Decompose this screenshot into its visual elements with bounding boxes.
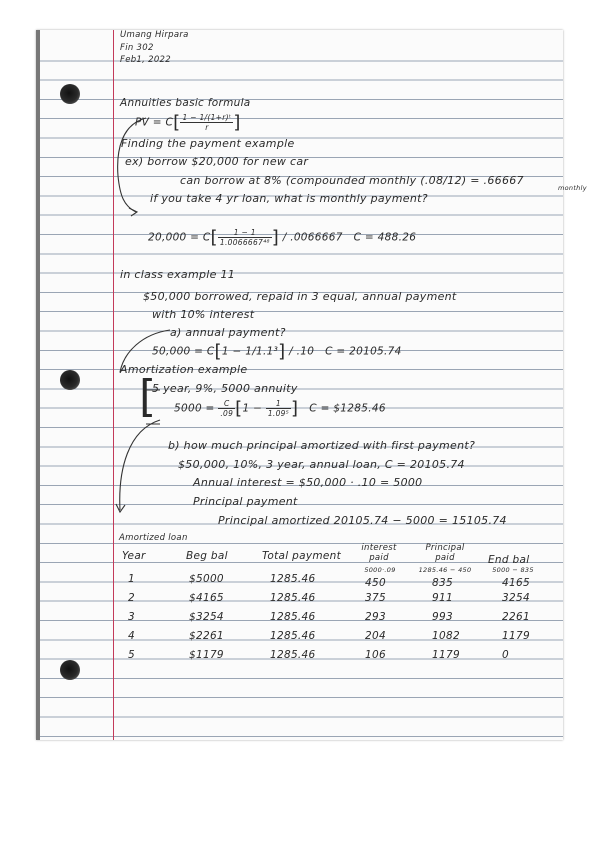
payment-eq-right: / .0066667 <box>282 231 343 244</box>
loan-cell-end-bal-row5: 0 <box>502 649 509 661</box>
course-code: Fin 302 <box>120 43 154 53</box>
loan-cell-interest-paid-row2: 375 <box>365 592 386 604</box>
class-example-heading: in class example 11 <box>120 268 236 281</box>
loan-cell-year-row5: 5 <box>128 649 135 661</box>
loan-cell-principal-paid-row5: 1179 <box>432 649 460 661</box>
binder-hole-top <box>60 84 80 104</box>
pv-numerator: 1 − 1/(1+r)ᵗ <box>182 113 232 122</box>
loan-cell-total-payment-row5: 1285.46 <box>270 649 316 661</box>
payment-eq-denominator: 1.0066667⁴⁸ <box>219 238 270 247</box>
loan-cell-principal-paid-row2: 911 <box>432 592 453 604</box>
loan-cell-year-row3: 3 <box>128 611 135 623</box>
loan-cell-total-payment-row1: 1285.46 <box>270 573 316 585</box>
class-example-line1: $50,000 borrowed, repaid in 3 equal, annual payment <box>143 290 457 303</box>
annual-eq-left: 50,000 = C <box>152 345 215 358</box>
loan-cell-year-row1: 1 <box>128 573 135 585</box>
amortization-equation: 5000 = $\frac{C}{.09}$ [1 − $\frac{1}{\text{1.09⁵}}$ ] C = $1285.46 <box>174 398 386 419</box>
amort-eq-rate: .09 <box>220 409 234 418</box>
class-example-line2: with 10% interest <box>152 308 255 321</box>
payment-eq-numerator: 1 − 1 <box>218 228 272 238</box>
loan-header-principal-paid: Principal paid <box>425 543 465 563</box>
amortization-left-bracket: [ <box>139 371 157 422</box>
payment-eq-result: C = 488.26 <box>353 231 417 244</box>
loan-header-total-payment: Total payment <box>262 550 342 562</box>
amortization-line1: 5 year, 9%, 5000 annuity <box>152 382 298 395</box>
paper-edge-shadow <box>36 30 40 740</box>
loan-header-end-bal: End bal <box>488 554 530 566</box>
loan-cell-interest-paid-row1: 450 <box>365 577 386 589</box>
loan-cell-beg-bal-row2: $4165 <box>189 592 224 604</box>
loan-note-end-bal: 5000 − 835 <box>492 566 534 574</box>
loan-cell-interest-paid-row3: 293 <box>365 611 386 623</box>
binder-hole-bottom <box>60 660 80 680</box>
loan-cell-beg-bal-row1: $5000 <box>189 573 224 585</box>
loan-cell-principal-paid-row3: 993 <box>432 611 453 623</box>
annual-eq-right: / .10 <box>289 345 315 358</box>
loan-header-beg-bal: Beg bal <box>186 550 228 562</box>
loan-note-interest: 5000·.09 <box>364 566 396 574</box>
loan-cell-year-row2: 2 <box>128 592 135 604</box>
payment-equation: 20,000 = C[ $\frac{1 - 1}{\text{1.0066667⁴⁸}}$ ] / .0066667 C = 488.26 <box>148 227 417 248</box>
loan-cell-year-row4: 4 <box>128 630 135 642</box>
loan-cell-total-payment-row3: 1285.46 <box>270 611 316 623</box>
loan-cell-end-bal-row3: 2261 <box>502 611 530 623</box>
amortization-heading: Amortization example <box>120 363 248 376</box>
amort-eq-inner-numerator: 1 <box>266 399 291 409</box>
amort-eq-result: C = $1285.46 <box>309 402 386 415</box>
loan-cell-end-bal-row1: 4165 <box>502 577 530 589</box>
loan-cell-principal-paid-row1: 835 <box>432 577 453 589</box>
amort-eq-left: 5000 = <box>174 402 215 415</box>
payment-example-line3: if you take 4 yr loan, what is monthly payment? <box>150 192 428 205</box>
payment-eq-left: 20,000 = C <box>148 231 211 244</box>
loan-cell-beg-bal-row3: $3254 <box>189 611 224 623</box>
amort-eq-inner-denominator: 1.09⁵ <box>267 409 290 418</box>
payment-example-heading: Finding the payment example <box>121 137 295 150</box>
part-b-question: b) how much principal amortized with first payment? <box>168 439 476 452</box>
loan-cell-beg-bal-row4: $2261 <box>189 630 224 642</box>
pv-denominator: r <box>205 123 209 132</box>
loan-cell-beg-bal-row5: $1179 <box>189 649 224 661</box>
payment-example-line2: can borrow at 8% (compounded monthly (.08/12) = .66667 <box>180 174 524 187</box>
part-b-line3: Principal payment <box>193 495 298 508</box>
part-b-line4: Principal amortized 20105.74 − 5000 = 15105.74 <box>218 514 507 527</box>
note-date: Feb1, 2022 <box>120 55 171 65</box>
student-name: Umang Hirpara <box>120 30 189 40</box>
amort-eq-c: C <box>218 399 235 409</box>
loan-header-year: Year <box>122 550 146 562</box>
loan-cell-total-payment-row4: 1285.46 <box>270 630 316 642</box>
loan-cell-interest-paid-row4: 204 <box>365 630 386 642</box>
annual-eq-result: C = 20105.74 <box>325 345 402 358</box>
loan-header-interest-paid: interest paid <box>361 543 397 563</box>
amort-eq-inner-left: 1 − <box>242 402 263 415</box>
annual-payment-equation: 50,000 = C[1 − 1/1.1³] / .10 C = 20105.74 <box>152 341 402 362</box>
loan-note-principal: 1285.46 − 450 <box>418 566 472 574</box>
loan-cell-total-payment-row2: 1285.46 <box>270 592 316 604</box>
class-example-part-a: a) annual payment? <box>170 326 286 339</box>
pv-formula: PV = C[ $\frac{\text{1 − 1/(1+r)ᵗ}}{r}$ ] <box>135 112 241 133</box>
part-b-line2: Annual interest = $50,000 · .10 = 5000 <box>193 476 423 489</box>
basics-heading: Annuities basic formula <box>120 97 251 109</box>
part-b-line1: $50,000, 10%, 3 year, annual loan, C = 20105.74 <box>178 458 465 471</box>
payment-example-line2-note: monthly <box>558 184 587 192</box>
loan-cell-end-bal-row2: 3254 <box>502 592 530 604</box>
pv-prefix: PV = C <box>135 116 174 129</box>
loan-cell-principal-paid-row4: 1082 <box>432 630 460 642</box>
payment-example-line1: ex) borrow $20,000 for new car <box>125 155 309 168</box>
loan-cell-end-bal-row4: 1179 <box>502 630 530 642</box>
margin-line <box>113 30 114 740</box>
loan-cell-interest-paid-row5: 106 <box>365 649 386 661</box>
loan-table-title: Amortized loan <box>119 533 188 543</box>
binder-hole-middle <box>60 370 80 390</box>
annual-eq-inner: 1 − 1/1.1³ <box>221 345 279 358</box>
